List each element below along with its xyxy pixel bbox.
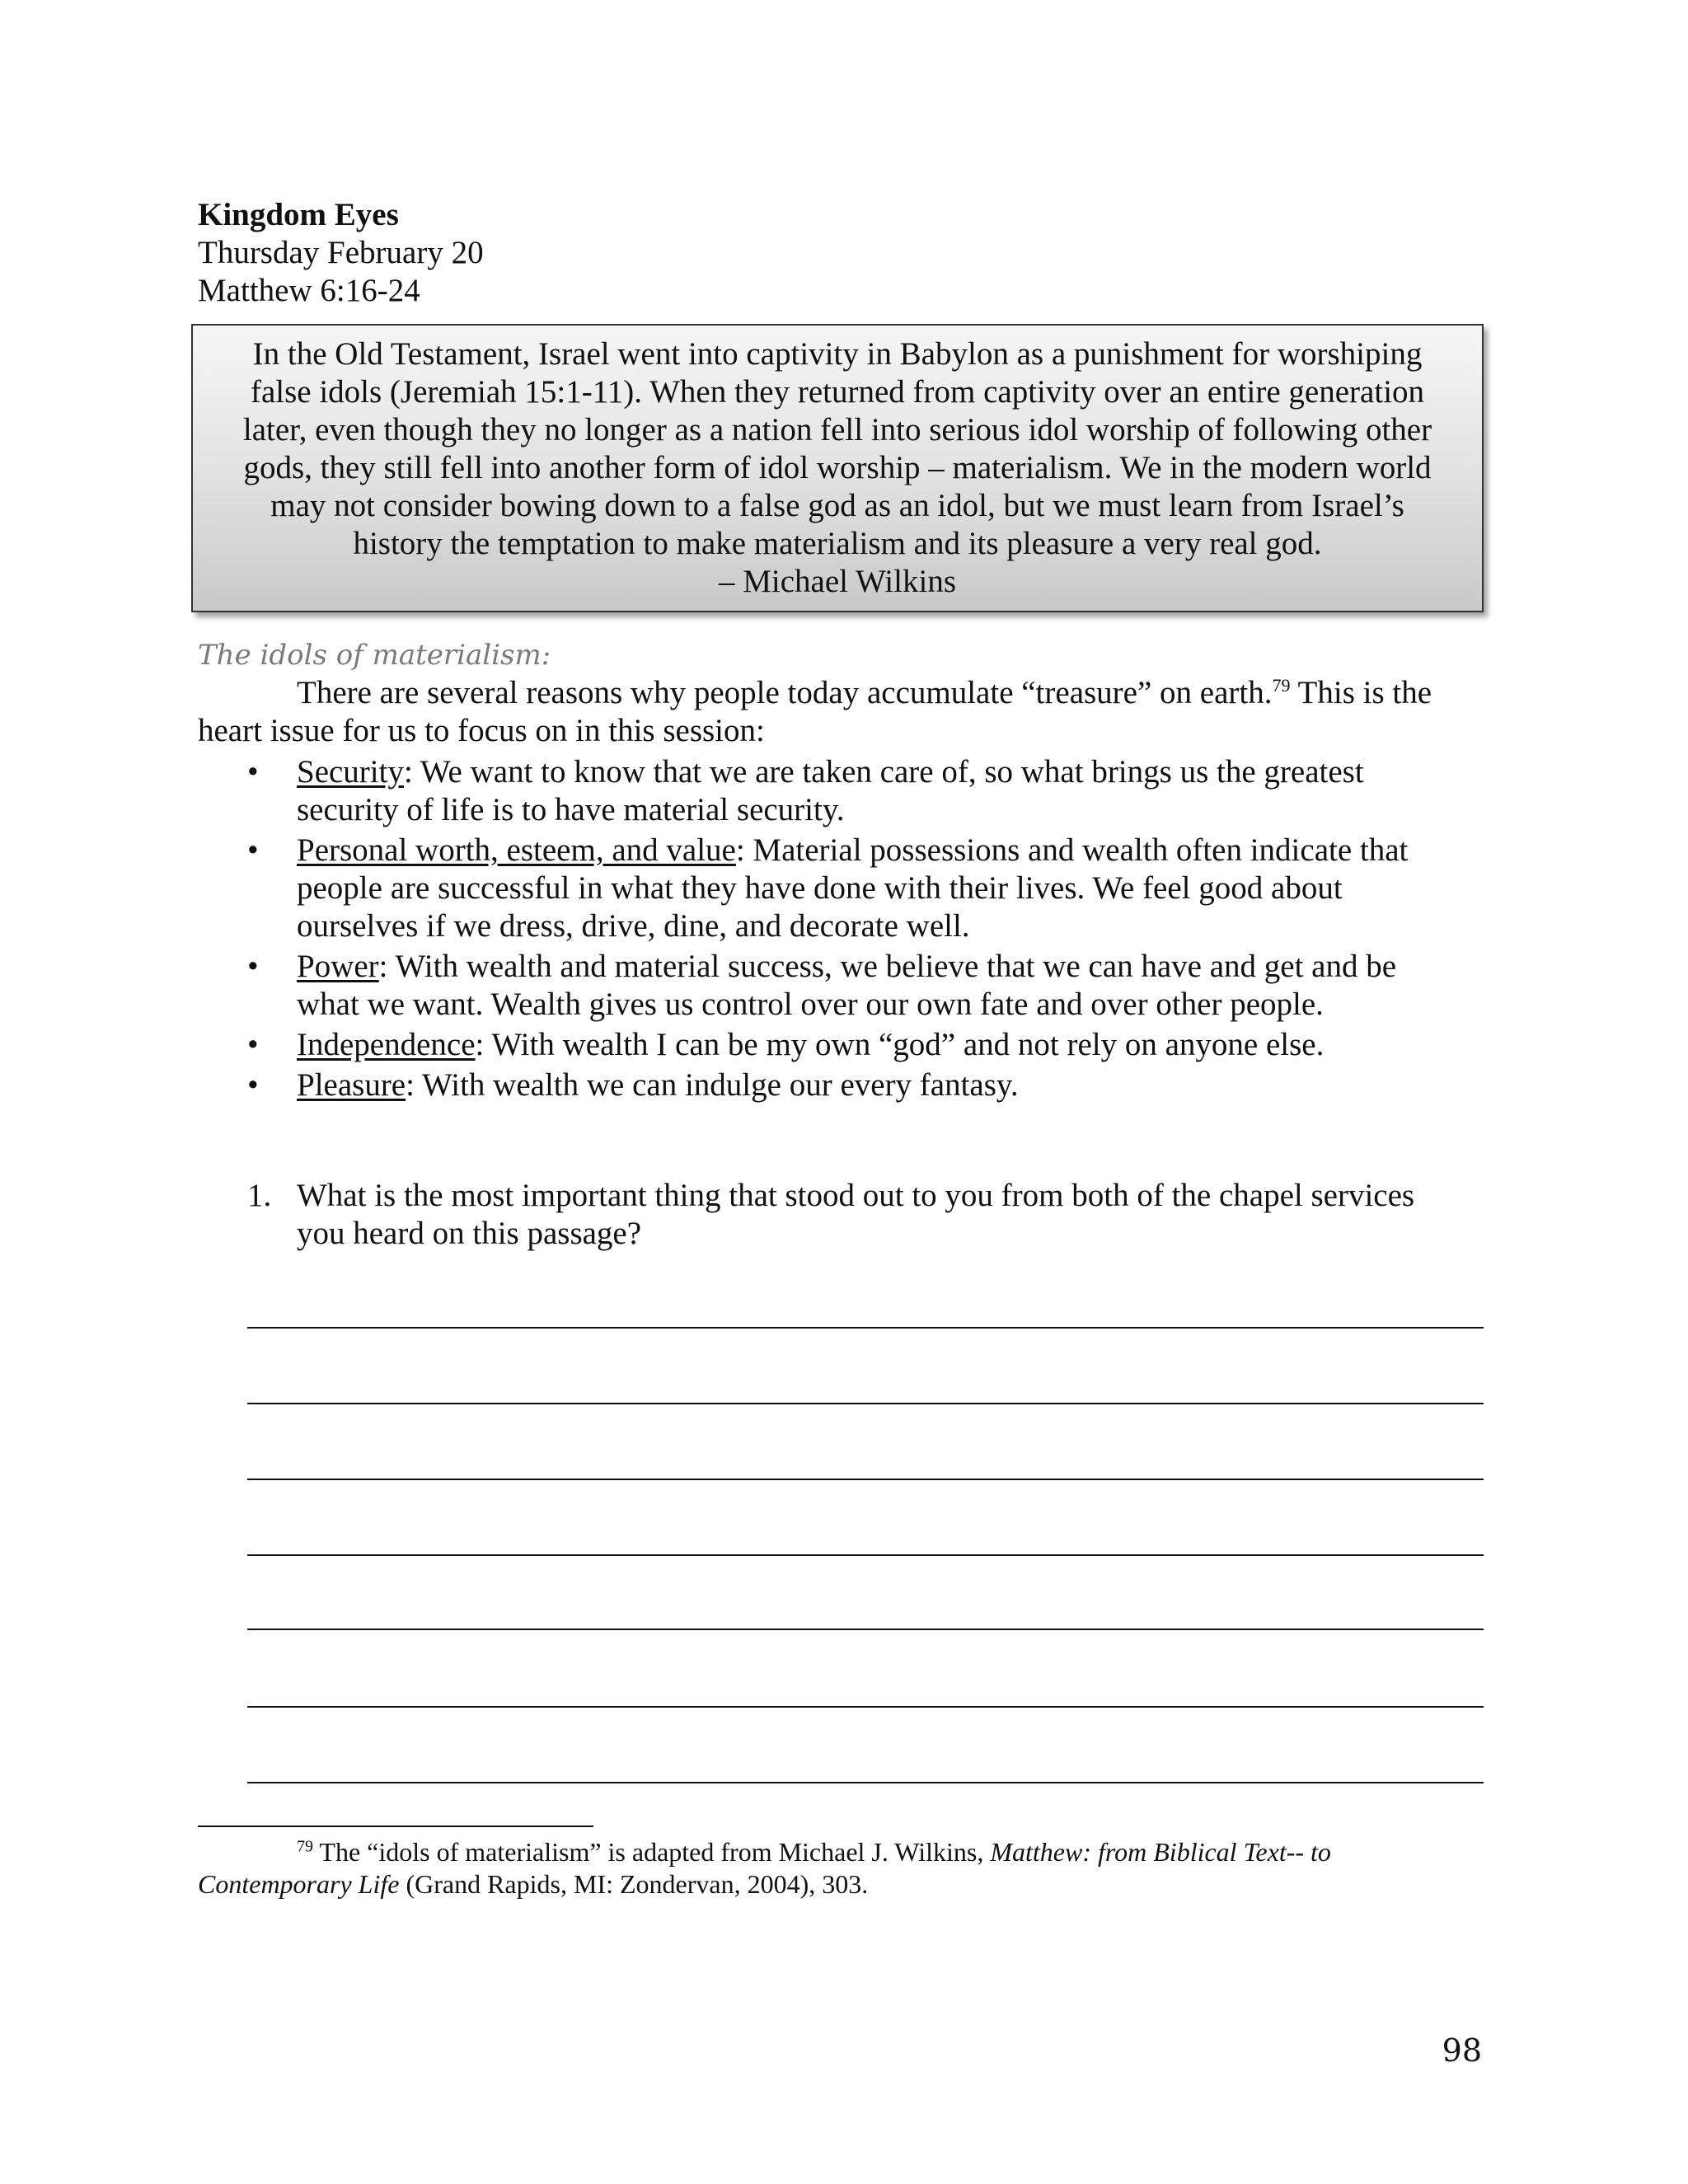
list-item-line [297,1026,1492,1064]
quote-box [191,324,1484,612]
list-item-text: : With wealth we can indulge our every fantasy. [406,1067,1019,1103]
question-number: 1. [247,1178,272,1213]
bullet-icon: • [247,1027,259,1062]
quote-line: false idols (Jeremiah 15:1-11). When they returned from captivity over an entire generation [250,374,1425,410]
quote-line: In the Old Testament, Israel went into captivity in Babylon as a punishment for worshiping [252,336,1423,372]
bullet-list [247,753,1492,1107]
intro-line: heart issue for us to focus on in this session: [198,713,765,748]
answer-line[interactable] [247,1327,1484,1329]
footnote-text: The “idols of materialism” is adapted from Michael J. Wilkins, [313,1837,991,1867]
quote-line: may not consider bowing down to a false god as an idol, but we must learn from Israel’s [270,488,1404,523]
question-line: What is the most important thing that stood out to you from both of the chapel services [297,1178,1415,1213]
footnote [198,1836,1492,1900]
list-item-term: Security [297,754,404,790]
list-item-line: people are successful in what they have done with their lives. We feel good about [297,870,1343,906]
lesson-title: Kingdom Eyes [198,197,399,232]
list-item-line [297,1066,1492,1104]
footnote-reference: 79 [1272,675,1291,696]
list-item-line [297,832,1492,869]
answer-line[interactable] [247,1706,1484,1708]
list-item-text: : With wealth I can be my own “god” and not rely on anyone else. [475,1027,1325,1062]
lesson-date: Thursday February 20 [198,235,484,270]
intro-text: This is the [1290,675,1432,710]
list-item-text: : Material possessions and wealth often indicate that [735,832,1409,868]
list-item-term: Pleasure [297,1067,406,1103]
footnote-number: 79 [297,1837,313,1856]
answer-line[interactable] [247,1554,1484,1556]
question-line: you heard on this passage? [297,1216,642,1251]
intro-line [198,674,1492,712]
list-item-term: Independence [297,1027,476,1062]
page-number: 98 [1442,2032,1482,2069]
section-heading: The idols of materialism: [198,639,551,672]
quote-line: history the temptation to make materialism and its pleasure a very real god. [353,526,1322,561]
footnote-book-title: Matthew: from Biblical Text-- to [990,1837,1331,1867]
answer-line[interactable] [247,1782,1484,1783]
answer-line[interactable] [247,1403,1484,1404]
list-item-line: security of life is to have material security. [297,792,845,827]
footnote-line [198,1868,1492,1900]
bullet-icon: • [247,949,259,984]
list-item [247,832,1492,945]
scripture-passage: Matthew 6:16-24 [198,273,420,308]
lesson-header [198,196,484,310]
list-item-line [297,948,1492,986]
bullet-icon: • [247,1067,259,1103]
intro-text: There are several reasons why people today accumulate “treasure” on earth. [297,675,1273,710]
bullet-icon: • [247,832,259,868]
answer-line[interactable] [247,1629,1484,1630]
list-item [247,1026,1492,1064]
list-item-term: Power [297,949,379,984]
footnote-line [198,1836,1492,1868]
list-item-term: Personal worth, esteem, and value [297,832,736,868]
intro-paragraph [198,674,1492,750]
quote-attribution: – Michael Wilkins [718,564,956,599]
answer-line[interactable] [247,1479,1484,1480]
list-item [247,948,1492,1024]
question-1 [247,1177,1492,1253]
bullet-icon: • [247,754,259,790]
list-item-line: what we want. Wealth gives us control over our own fate and over other people. [297,987,1324,1022]
list-item [247,1066,1492,1104]
quote-line: gods, they still fell into another form of idol worship – materialism. We in the modern world [243,450,1432,485]
footnote-separator [198,1825,593,1827]
quote-line: later, even though they no longer as a nation fell into serious idol worship of following other [242,412,1432,448]
list-item [247,753,1492,829]
list-item-line: ourselves if we dress, drive, dine, and decorate well. [297,908,970,944]
footnote-text: (Grand Rapids, MI: Zondervan, 2004), 303. [399,1869,869,1899]
list-item-line [297,753,1492,791]
question-text [247,1177,1492,1253]
list-item-text: : With wealth and material success, we believe that we can have and get and be [378,949,1397,984]
footnote-book-title: Contemporary Life [198,1869,400,1899]
list-item-text: : We want to know that we are taken care of, so what brings us the greatest [403,754,1364,790]
